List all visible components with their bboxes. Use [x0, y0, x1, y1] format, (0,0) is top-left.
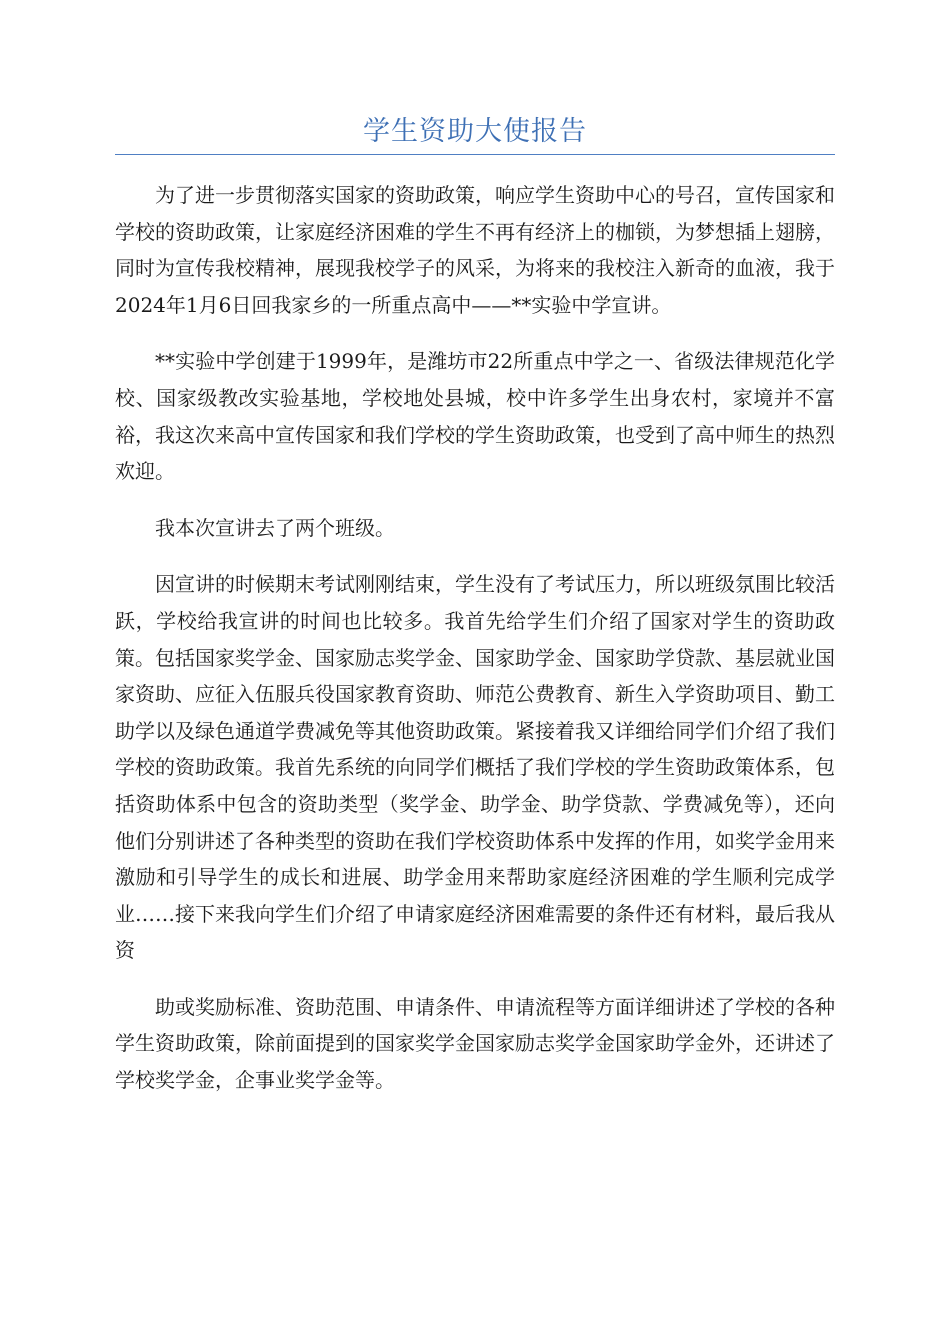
paragraph-classes: 我本次宣讲去了两个班级。 — [155, 515, 395, 540]
paragraph-intro: 为了进一步贯彻落实国家的资助政策，响应学生资助中心的号召，宣传国家和学校的资助政策，让家庭经济困难的学生不再有经济上的枷锁，为梦想插上翅膀，同时为宣传我校精神，展现我校学子的风采，为将来的我校注入新奇的血液，我于2024年1月6日回我家乡的一所重点高中——**实验中学宣讲。 — [115, 183, 835, 317]
paragraph-school-policies: 助或奖励标准、资助范围、申请条件、申请流程等方面详细讲述了学校的各种学生资助政策，除前面提到的国家奖学金国家励志奖学金国家助学金外，还讲述了学校奖学金，企事业奖学金等。 — [115, 994, 835, 1093]
document-title: 学生资助大使报告 — [363, 116, 587, 147]
title-underline — [115, 154, 835, 155]
document-body — [115, 177, 835, 1119]
paragraph-school-background: **实验中学创建于1999年，是潍坊市22所重点中学之一、省级法律规范化学校、国家级教改实验基地，学校地处县城，校中许多学生出身农村，家境并不富裕，我这次来高中宣传国家和我们学校的学生资助政策，也受到了高中师生的热烈欢迎。 — [115, 349, 835, 484]
paragraph-policy-details: 因宣讲的时候期末考试刚刚结束，学生没有了考试压力，所以班级氛围比较活跃，学校给我宣讲的时间也比较多。我首先给学生们介绍了国家对学生的资助政策。包括国家奖学金、国家励志奖学金、国家助学金、国家助学贷款、基层就业国家资助、应征入伍服兵役国家教育资助、师范公费教育、新生入学资助项目、勤工助学以及绿色通道学费减免等其他资助政策。紧接着我又详细给同学们介绍了我们学校的资助政策。我首先系统的向同学们概括了我们学校的学生资助政策体系，包括资助体系中包含的资助类型（奖学金、助学金、助学贷款、学费减免等），还向他们分别讲述了各种类型的资助在我们学校资助体系中发挥的作用，如奖学金用来激励和引导学生的成长和进展、助学金用来帮助家庭经济困难的学生顺利完成学业……接下来我向学生们介绍了申请家庭经济困难需要的条件还有材料，最后我从资 — [115, 572, 835, 963]
